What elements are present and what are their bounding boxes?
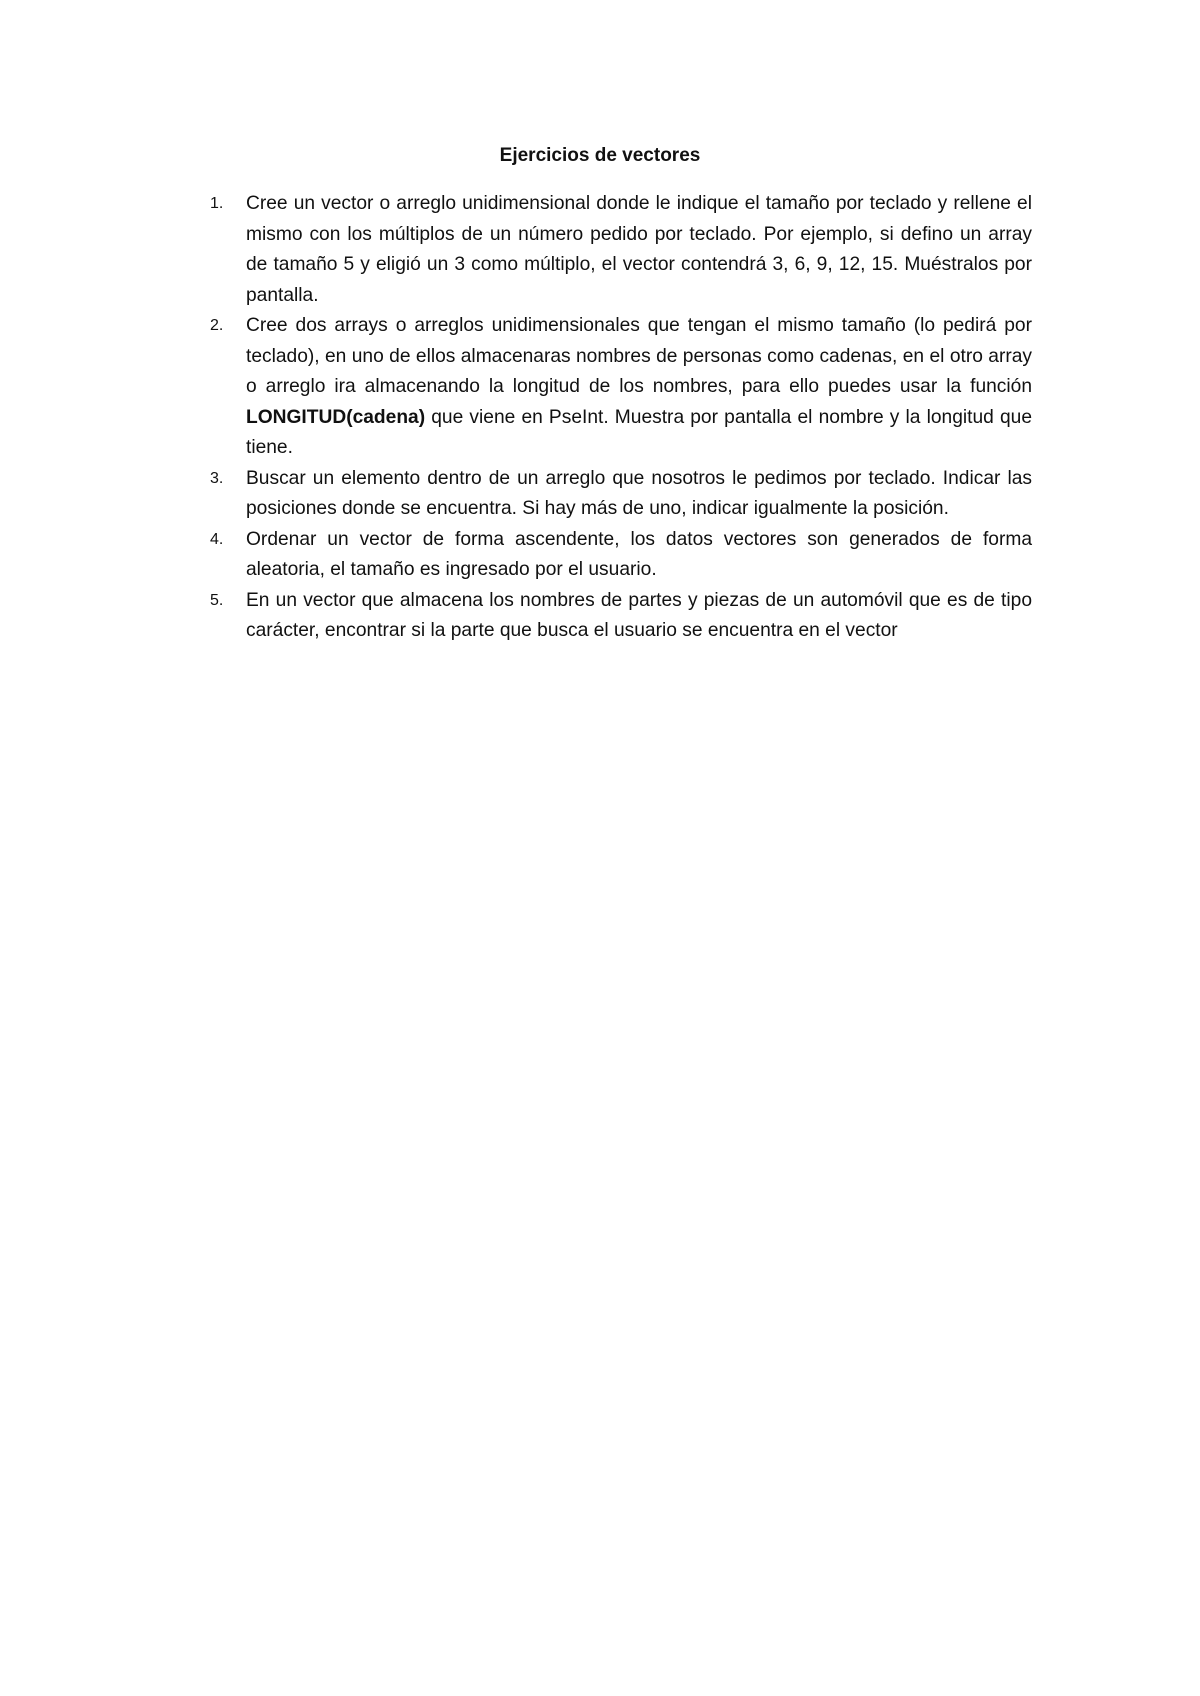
exercise-text: Cree dos arrays o arreglos unidimensionales que tengan el mismo tamaño (lo pedirá por teclado), en uno de ellos almacenaras nombres de personas como cadenas, en el otro array o arreglo ira almacenando la longitud de los nombres, para ello puedes usar la función (246, 315, 1032, 397)
exercise-number: 3. (210, 469, 224, 487)
exercise-text: En un vector que almacena los nombres de partes y piezas de un automóvil que es de tipo carácter, encontrar si la parte que busca el usuario se encuentra en el vector (246, 589, 1032, 641)
exercise-text-continuation: que viene en PseInt. Muestra por pantalla el nombre y la longitud que tiene. (246, 406, 1032, 458)
exercise-list (204, 189, 1032, 647)
exercise-text: Ordenar un vector de forma ascendente, los datos vectores son generados de forma aleatoria, el tamaño es ingresado por el usuario. (246, 528, 1032, 580)
exercise-number: 4. (210, 530, 224, 548)
exercise-item-1 (204, 189, 1032, 311)
exercise-item-4 (204, 525, 1032, 586)
exercise-item-2 (204, 311, 1032, 464)
function-name: LONGITUD(cadena) (246, 406, 426, 428)
exercise-text: Buscar un elemento dentro de un arreglo que nosotros le pedimos por teclado. Indicar las posiciones donde se encuentra. Si hay más de uno, indicar igualmente la posición. (246, 467, 1032, 519)
exercise-number: 1. (210, 195, 224, 212)
document-title: Ejercicios de vectores (499, 145, 701, 166)
exercise-text: Cree un vector o arreglo unidimensional donde le indique el tamaño por teclado y rellene el mismo con los múltiplos de un número pedido por teclado. Por ejemplo, si defino un array de tamaño 5 y eligió un 3 como múltiplo, el vector contendrá 3, 6, 9, 12, 15. Muéstralos por pantalla. (246, 193, 1032, 306)
exercise-number: 5. (210, 591, 224, 609)
exercise-item-5 (204, 586, 1032, 647)
exercise-number: 2. (210, 317, 224, 334)
exercise-item-3 (204, 464, 1032, 525)
